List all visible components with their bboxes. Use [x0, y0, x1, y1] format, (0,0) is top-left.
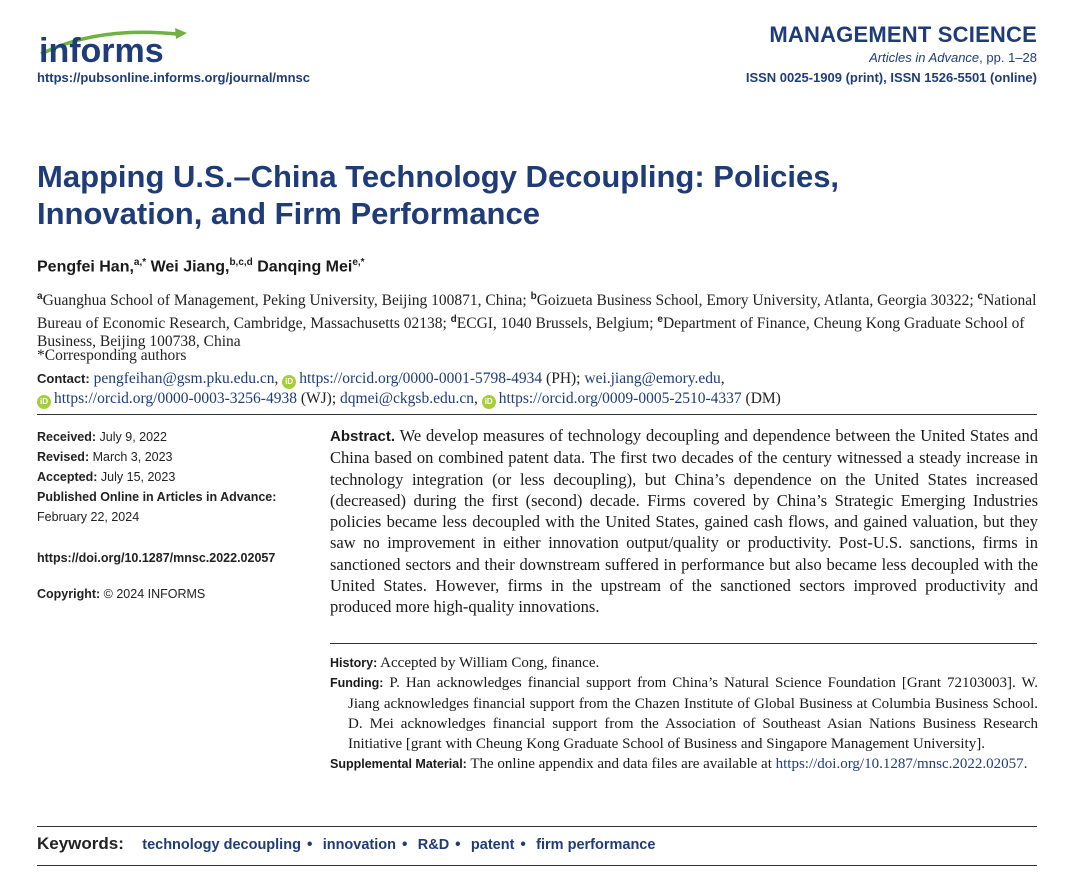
funding-label: Funding: — [330, 676, 384, 691]
divider — [37, 414, 1037, 415]
page-range: , pp. 1–28 — [979, 50, 1037, 65]
received-label: Received: — [37, 430, 97, 444]
published-date: February 22, 2024 — [37, 510, 140, 524]
divider — [37, 826, 1037, 827]
revised-row — [37, 447, 307, 467]
author-affil-sup: b,c,d — [229, 257, 253, 268]
bullet-separator: • — [520, 836, 526, 853]
published-label: Published Online in Articles in Advance: — [37, 490, 277, 504]
orcid-icon: iD — [37, 395, 51, 409]
contact-label: Contact: — [37, 371, 90, 386]
author-name: Danqing Mei — [257, 258, 353, 276]
keywords-label: Keywords: — [37, 834, 124, 853]
copyright-row — [37, 584, 307, 604]
author-name: Pengfei Han, — [37, 258, 134, 276]
author-affil-sup: a,* — [133, 257, 147, 268]
supplemental-end: . — [1023, 756, 1028, 773]
journal-info — [746, 22, 1037, 85]
orcid-tag: (DM) — [745, 390, 781, 407]
journal-name: MANAGEMENT SCIENCE — [769, 22, 1037, 47]
accepted-label: Accepted: — [37, 470, 98, 484]
bullet-separator: • — [455, 836, 461, 853]
informs-logo — [37, 24, 197, 66]
journal-issn: ISSN 0025-1909 (print), ISSN 1526-5501 (online) — [745, 70, 1037, 85]
received-row — [37, 427, 307, 447]
supplemental-label: Supplemental Material: — [330, 757, 467, 772]
author-name: Wei Jiang, — [150, 258, 230, 276]
keyword-link[interactable]: patent — [470, 837, 515, 853]
supplemental-row — [330, 754, 1038, 774]
author-affil-sup: e,* — [352, 257, 365, 268]
keyword-link[interactable]: technology decoupling — [142, 837, 301, 853]
received-date: July 9, 2022 — [99, 430, 167, 444]
orcid-icon: iD — [282, 375, 296, 389]
copyright-label: Copyright: — [37, 587, 101, 601]
keywords — [37, 834, 655, 854]
affiliation: National Bureau of Economic Research, Cambridge, Massachusetts 02138; — [37, 292, 1037, 332]
supplemental-link[interactable]: https://doi.org/10.1287/mnsc.2022.02057 — [775, 756, 1024, 773]
affiliation: Department of Finance, Cheung Kong Graduate School of Business, Beijing 100738, China — [37, 314, 1025, 351]
affil-sup: c — [977, 291, 984, 302]
accepted-row — [37, 467, 307, 487]
affiliations — [37, 288, 1037, 352]
abstract-text: We develop measures of technology decoupling and dependence between the United States and China based on combined patent data. The first two decades of the century witnessed a steady increase in technology integration (or less decoupling), but China’s dependence on the United States increased (decreased) during the first (second) decade. Firms covered by China’s Strategic Emerging Industries policies became less decoupled with the United States, gained cash flows, and gained valuation, but they saw no improvement in either innovation output/quality or productivity. Post-U.S. sanctions, firms in sanctioned sectors and their downstream suffered in performance but also became less decoupled with the United States. However, firms in the upstream of the sanctioned sectors improved productivity and produced more high-quality innovations. — [330, 426, 1038, 617]
affiliation: ECGI, 1040 Brussels, Belgium; — [456, 314, 654, 332]
email-link[interactable]: pengfeihan@gsm.pku.edu.cn — [93, 370, 275, 387]
orcid-tag: (PH); — [546, 370, 581, 387]
funding-row — [330, 673, 1038, 754]
keyword-link[interactable]: R&D — [417, 837, 450, 853]
orcid-link[interactable]: https://orcid.org/0009-0005-2510-4337 — [498, 390, 742, 407]
orcid-link[interactable]: https://orcid.org/0000-0001-5798-4934 — [299, 370, 543, 387]
revised-label: Revised: — [37, 450, 90, 464]
keyword-link[interactable]: firm performance — [536, 837, 656, 853]
affil-sup: b — [530, 291, 537, 302]
logo-text: informs — [39, 32, 164, 66]
paper-title: Mapping U.S.–China Technology Decoupling: Policies, Innovation, and Firm Performance — [37, 159, 840, 231]
email-link[interactable]: dqmei@ckgsb.edu.cn — [340, 390, 474, 407]
copyright-text: © 2024 INFORMS — [103, 587, 206, 601]
article-dates — [37, 427, 307, 604]
affil-sup: e — [657, 313, 663, 325]
orcid-tag: (WJ); — [300, 390, 337, 407]
article-meta — [330, 653, 1038, 775]
orcid-icon: iD — [482, 395, 496, 409]
orcid-link[interactable]: https://orcid.org/0000-0003-3256-4938 — [54, 390, 297, 407]
supplemental-text: The online appendix and data files are available at — [470, 756, 772, 773]
contact-block: Contact: pengfeihan@gsm.pku.edu.cn, iD https://orcid.org/0000-0001-5798-4934 (PH); wei.jiang@emory.edu, iD https://orcid.org/0000-0003-3256-4938 (WJ); dqmei@ckgsb.edu.cn, iD https://orcid.org/0009-0005-2510-4337 (DM) — [37, 370, 781, 407]
email-link[interactable]: wei.jiang@emory.edu — [584, 370, 721, 387]
affil-sup: d — [450, 313, 457, 325]
revised-date: March 3, 2023 — [92, 450, 173, 464]
doi-link[interactable]: https://doi.org/10.1287/mnsc.2022.02057 — [37, 551, 276, 565]
bullet-separator: • — [402, 836, 408, 853]
affiliation: Goizueta Business School, Emory University, Atlanta, Georgia 30322; — [536, 292, 974, 310]
informs-logo-swoosh — [37, 24, 197, 66]
articles-in-advance: Articles in Advance — [869, 50, 980, 65]
journal-pages — [746, 50, 1037, 65]
published-row — [37, 487, 307, 507]
affiliation: Guanghua School of Management, Peking University, Beijing 100871, China; — [42, 292, 527, 310]
abstract-label: Abstract. — [330, 428, 396, 445]
history-text: Accepted by William Cong, finance. — [380, 655, 600, 671]
affil-sup: a — [37, 291, 43, 302]
keyword-link[interactable]: innovation — [322, 837, 396, 853]
corresponding-note: *Corresponding authors — [37, 347, 187, 364]
history-label: History: — [330, 656, 378, 670]
history-row — [330, 653, 1038, 673]
divider — [330, 643, 1037, 644]
abstract — [330, 425, 1038, 618]
author-list — [37, 257, 365, 276]
bullet-separator: • — [306, 836, 313, 853]
accepted-date: July 15, 2023 — [100, 470, 176, 484]
journal-url-link[interactable]: https://pubsonline.informs.org/journal/mnsc — [37, 70, 311, 85]
funding-text: P. Han acknowledges financial support from China’s Natural Science Foundation [Grant 72103003]. W. Jiang acknowledges financial support from the Chazen Institute of Global Business at Columbia Business School. D. Mei acknowledges financial support from the Association of Southeast Asian Nations Business Research Initiative [grant with Cheung Kong Graduate School of Business and Singapore Management University]. — [348, 675, 1038, 753]
divider — [37, 865, 1037, 866]
